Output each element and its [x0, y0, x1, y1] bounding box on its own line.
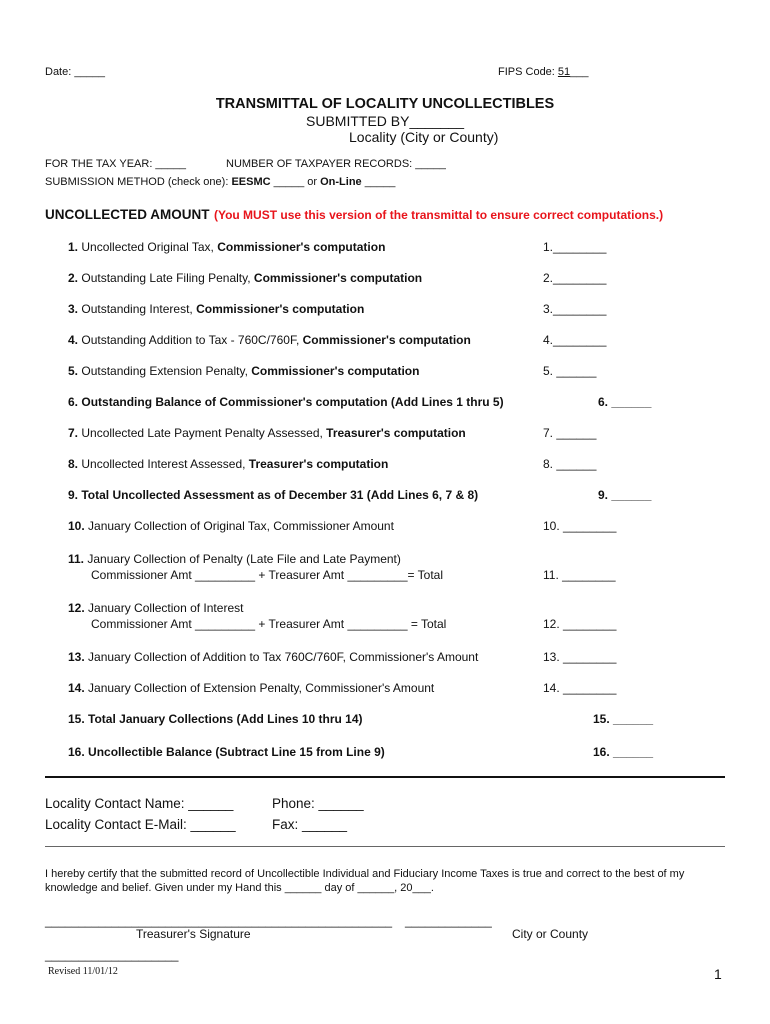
line-text: January Collection of Original Tax, Commissioner Amount: [88, 519, 394, 533]
line-item: [68, 552, 443, 582]
line-bold-text: Treasurer's computation: [326, 426, 466, 440]
eesmc-option: EESMC: [231, 176, 271, 188]
line-number: 15.: [68, 712, 85, 726]
line-answer-blank: 8. ______: [543, 457, 597, 471]
line-number: 11.: [68, 552, 85, 566]
line-number: 5.: [68, 364, 79, 378]
line-answer-blank: 12. ________: [543, 617, 617, 631]
line-answer-blank: 2.________: [543, 271, 607, 285]
line-item: [68, 457, 388, 471]
line-answer-blank: 10. ________: [543, 519, 617, 533]
line-answer-blank: 15. ______: [593, 712, 654, 726]
line-answer-blank: 11. ________: [543, 568, 616, 582]
line-second-row: Commissioner Amt _________ + Treasurer Amt _________ = Total: [91, 617, 447, 631]
line-answer-blank: 13. ________: [543, 650, 617, 664]
line-number: 16.: [68, 745, 85, 759]
line-answer-blank: 6. ______: [598, 395, 652, 409]
line-number: 1.: [68, 240, 79, 254]
line-number: 13.: [68, 650, 85, 664]
line-bold-text: Commissioner's computation: [217, 240, 386, 254]
uncollected-amount-heading: UNCOLLECTED AMOUNT: [45, 207, 210, 222]
line-number: 12.: [68, 601, 85, 615]
contact-divider: [45, 846, 725, 847]
eesmc-blank: _____ or: [270, 176, 321, 188]
line-text: January Collection of Extension Penalty, Commissioner's Amount: [88, 681, 435, 695]
line-text: Outstanding Addition to Tax - 760C/760F,: [81, 333, 303, 347]
line-item: [68, 364, 419, 378]
fips-value: 51: [557, 66, 571, 78]
line-item: [68, 519, 394, 533]
date-line: ____________________: [45, 948, 179, 962]
line-item: [68, 681, 434, 695]
line-answer-blank: 4.________: [543, 333, 607, 347]
line-answer-blank: 5. ______: [543, 364, 597, 378]
contact-fax: Fax: ______: [272, 817, 348, 832]
line-item: [68, 426, 466, 440]
online-blank: _____: [361, 176, 396, 188]
line-item: [68, 650, 478, 664]
line-second-row: Commissioner Amt _________ + Treasurer Amt _________= Total: [91, 568, 443, 582]
line-number: 8.: [68, 457, 79, 471]
line-text: Outstanding Late Filing Penalty,: [81, 271, 254, 285]
submission-method-label: SUBMISSION METHOD (check one):: [45, 176, 232, 188]
line-bold-text: Commissioner's computation: [251, 364, 420, 378]
contact-email: Locality Contact E-Mail: ______: [45, 817, 236, 832]
date-field: Date: _____: [45, 66, 105, 78]
line-number: 2.: [68, 271, 79, 285]
line-number: 4.: [68, 333, 79, 347]
line-bold-text: Treasurer's computation: [248, 457, 389, 471]
city-county-label: City or County: [512, 927, 589, 941]
fips-blank: ___: [570, 66, 589, 78]
line-item: [68, 488, 478, 502]
line-text: January Collection of Interest: [88, 601, 244, 615]
certify-line-2: knowledge and belief. Given under my Hand this ______ day of ______, 20___.: [45, 882, 434, 894]
line-number: 3.: [68, 302, 79, 316]
treasurer-signature-label: Treasurer's Signature: [136, 927, 251, 941]
line-text: January Collection of Penalty (Late File and Late Payment): [87, 552, 401, 566]
line-answer-blank: 7. ______: [543, 426, 597, 440]
submission-method: [45, 176, 395, 188]
fips-label: FIPS Code:: [498, 66, 558, 78]
line-answer-blank: 1.________: [543, 240, 607, 254]
line-text: Uncollected Original Tax,: [81, 240, 218, 254]
line-item: [68, 712, 363, 726]
line-text: Outstanding Extension Penalty,: [81, 364, 252, 378]
contact-name: Locality Contact Name: ______: [45, 796, 234, 811]
fips-code: [498, 66, 589, 78]
submitted-by: SUBMITTED BY_______: [306, 113, 464, 129]
line-answer-blank: 14. ________: [543, 681, 617, 695]
page-number: 1: [714, 966, 722, 982]
section-divider: [45, 776, 725, 778]
online-option: On-Line: [320, 176, 362, 188]
taxpayer-records-field: NUMBER OF TAXPAYER RECORDS: _____: [226, 158, 446, 170]
city-line: _____________: [405, 914, 492, 928]
line-bold-text: Uncollectible Balance (Subtract Line 15 from Line 9): [88, 745, 385, 759]
line-item: [68, 271, 422, 285]
line-text: January Collection of Addition to Tax 760C/760F, Commissioner's Amount: [88, 650, 479, 664]
line-bold-text: Total Uncollected Assessment as of December 31 (Add Lines 6, 7 & 8): [81, 488, 479, 502]
line-answer-blank: 16. ______: [593, 745, 654, 759]
line-number: 9.: [68, 488, 79, 502]
section-heading: [45, 206, 663, 224]
line-number: 7.: [68, 426, 79, 440]
line-bold-text: Outstanding Balance of Commissioner's computation (Add Lines 1 thru 5): [81, 395, 504, 409]
line-item: [68, 745, 385, 759]
line-bold-text: Commissioner's computation: [196, 302, 365, 316]
line-item: [68, 601, 446, 631]
signature-line: ____________________________________________________: [45, 914, 393, 928]
tax-year-field: FOR THE TAX YEAR: _____: [45, 158, 187, 170]
line-item: [68, 302, 364, 316]
warning-text: (You MUST use this version of the transmittal to ensure correct computations.): [213, 208, 664, 222]
certify-line-1: I hereby certify that the submitted record of Uncollectible Individual and Fiduciary Income Taxes is true and correct to the best of my: [45, 868, 685, 880]
line-bold-text: Total January Collections (Add Lines 10 thru 14): [88, 712, 363, 726]
line-bold-text: Commissioner's computation: [253, 271, 423, 285]
page-title: TRANSMITTAL OF LOCALITY UNCOLLECTIBLES: [215, 96, 555, 112]
line-answer-blank: 9. ______: [598, 488, 652, 502]
line-number: 14.: [68, 681, 85, 695]
locality-label: Locality (City or County): [349, 129, 499, 145]
contact-phone: Phone: ______: [272, 796, 364, 811]
line-item: [68, 240, 385, 254]
revised-date: Revised 11/01/12: [48, 966, 118, 977]
line-bold-text: Commissioner's computation: [302, 333, 471, 347]
line-number: 6.: [68, 395, 79, 409]
line-text: Outstanding Interest,: [81, 302, 197, 316]
line-text: Uncollected Interest Assessed,: [81, 457, 249, 471]
line-answer-blank: 3.________: [543, 302, 607, 316]
line-item: [68, 395, 504, 409]
line-text: Uncollected Late Payment Penalty Assessed,: [81, 426, 327, 440]
line-number: 10.: [68, 519, 85, 533]
line-item: [68, 333, 471, 347]
